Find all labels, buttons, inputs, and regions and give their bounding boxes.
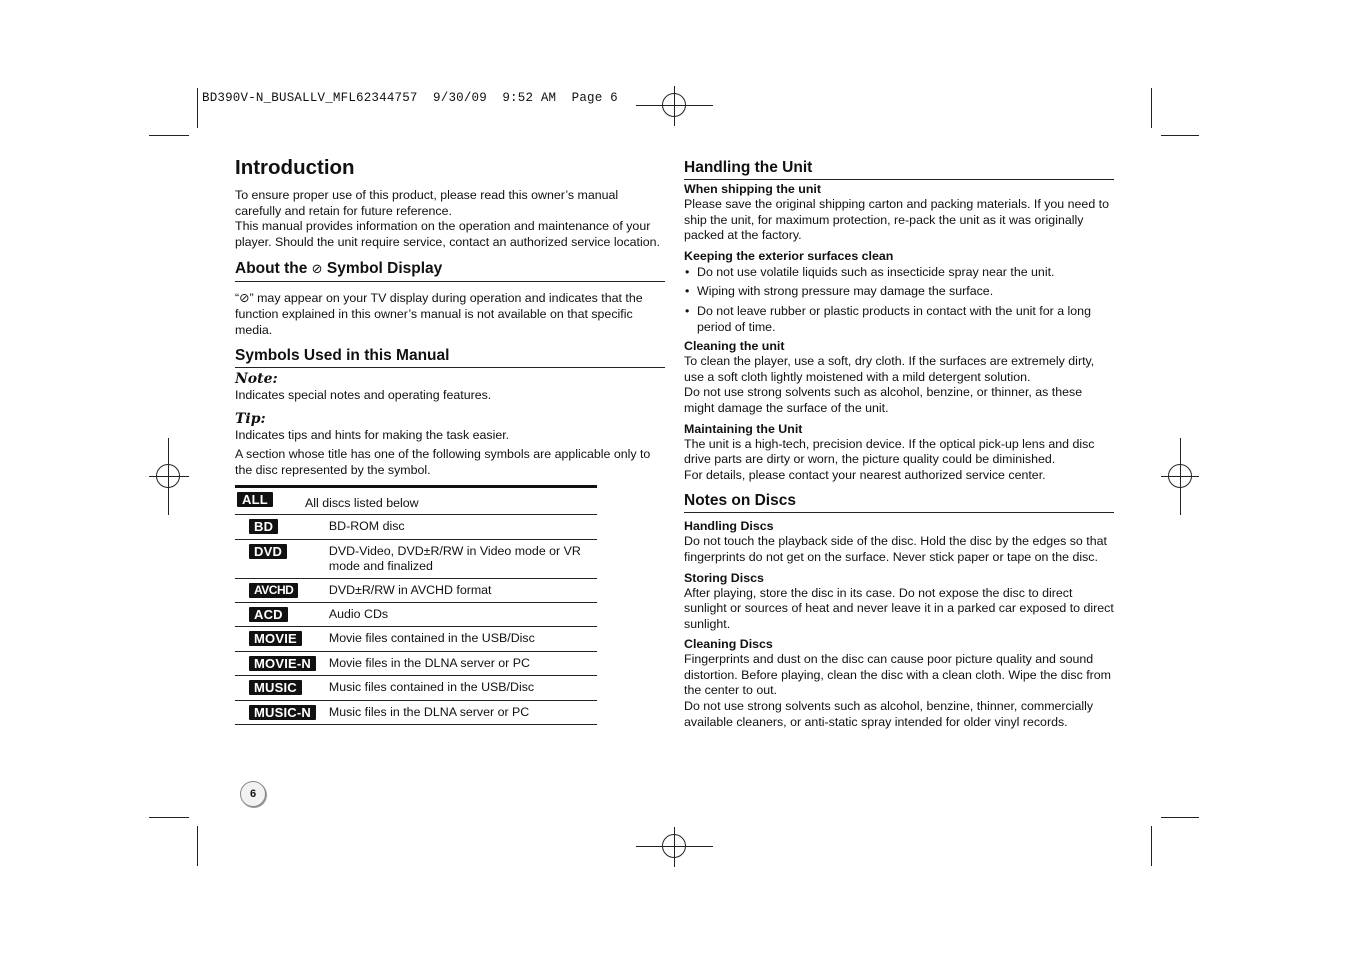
- left-column: [235, 156, 665, 725]
- maintaining-text-1: The unit is a high-tech, precision device. If the optical pick-up lens and disc drive parts are dirty or worn, the picture quality could be diminished.: [684, 436, 1095, 467]
- handling-discs-heading: Handling Discs: [684, 519, 774, 534]
- intro-paragraph-2: This manual provides information on the operation and maintenance of your player. Should the unit require service, contact an authorized service location.: [235, 219, 660, 249]
- disc-description: Music files contained in the USB/Disc: [329, 676, 597, 701]
- table-row: [235, 515, 597, 540]
- table-row: [235, 627, 597, 652]
- table-row: [235, 651, 597, 676]
- disc-description: Audio CDs: [329, 602, 597, 627]
- handling-unit-heading: Handling the Unit: [684, 158, 1114, 180]
- table-row: [235, 700, 597, 725]
- handling-discs-text: Do not touch the playback side of the disc. Hold the disc by the edges so that fingerprints do not get on the surface. Never stick paper or tape on the disc.: [684, 534, 1107, 564]
- shipping-text: Please save the original shipping carton and packing materials. If you need to ship the unit, for maximum protection, re-pack the unit as it was originally packed at the factory.: [684, 197, 1109, 243]
- disc-description: All discs listed below: [305, 486, 597, 515]
- symbols-heading: Symbols Used in this Manual: [235, 346, 665, 368]
- table-row: [235, 539, 597, 578]
- table-row: [235, 676, 597, 701]
- disc-badge-acd: ACD: [249, 607, 288, 622]
- note-text: Indicates special notes and operating features.: [235, 388, 492, 403]
- cleaning-discs-heading: Cleaning Discs: [684, 637, 773, 652]
- disc-badge-bd: BD: [249, 519, 278, 534]
- disc-description: Movie files contained in the USB/Disc: [329, 627, 597, 652]
- disc-badge-dvd: DVD: [249, 544, 287, 559]
- disc-symbols-table: [235, 485, 597, 726]
- table-row: [235, 602, 597, 627]
- maintaining-heading: Maintaining the Unit: [684, 421, 803, 436]
- shipping-heading: When shipping the unit: [684, 182, 821, 196]
- disc-description: Movie files in the DLNA server or PC: [329, 651, 597, 676]
- cleaning-unit-text-1: To clean the player, use a soft, dry cloth. If the surfaces are extremely dirty, use a soft cloth lightly moistened with a mild detergent solution.: [684, 354, 1095, 384]
- disc-description: Music files in the DLNA server or PC: [329, 700, 597, 725]
- cleaning-discs-text-1: Fingerprints and dust on the disc can cause poor picture quality and sound distortion. Before playing, clean the disc with a clean cloth. Wipe the disc from the center to out.: [684, 652, 1111, 698]
- storing-discs-text: After playing, store the disc in its case. Do not expose the disc to direct sunlight or sources of heat and never leave it in a parked car exposed to direct sunlight.: [684, 585, 1114, 631]
- print-slug: BD390V-N_BUSALLV_MFL62344757 9/30/09 9:52 AM Page 6: [202, 91, 618, 105]
- disc-description: DVD±R/RW in AVCHD format: [329, 578, 597, 602]
- list-item: • Do not use volatile liquids such as insecticide spray near the unit.: [684, 265, 1114, 281]
- section-symbol-text: A section whose title has one of the following symbols are applicable only to the disc represented by the symbol.: [235, 447, 651, 477]
- disc-badge-music: MUSIC: [249, 680, 302, 695]
- disc-description: DVD-Video, DVD±R/RW in Video mode or VR mode and finalized: [329, 539, 597, 578]
- disc-badge-movie: MOVIE: [249, 631, 302, 646]
- page-title: Introduction: [235, 156, 355, 179]
- list-item: • Wiping with strong pressure may damage the surface.: [684, 284, 1114, 300]
- tip-text: Indicates tips and hints for making the task easier.: [235, 427, 510, 442]
- page-number-badge: 6: [240, 781, 266, 807]
- disc-badge-avchd: AVCHD: [249, 583, 298, 598]
- cleaning-unit-heading: Cleaning the unit: [684, 339, 785, 354]
- prohibited-symbol-icon: ⊘: [311, 262, 323, 278]
- disc-badge-music-n: MUSIC-N: [249, 705, 316, 720]
- list-item: • Do not leave rubber or plastic products in contact with the unit for a long period of time.: [684, 304, 1114, 335]
- about-symbol-heading: About the ⊘ Symbol Display: [235, 259, 665, 282]
- intro-paragraph-1: To ensure proper use of this product, please read this owner’s manual carefully and retain for future reference.: [235, 188, 619, 218]
- cleaning-unit-text-2: Do not use strong solvents such as alcohol, benzine, or thinner, as these might damage the surface of the unit.: [684, 385, 1083, 415]
- tip-label: Tip:: [235, 410, 266, 427]
- prohibited-symbol-icon: ⊘: [239, 290, 250, 306]
- note-label: Note:: [235, 371, 278, 388]
- cleaning-discs-text-2: Do not use strong solvents such as alcohol, benzine, thinner, commercially available cleaners, or anti-static spray intended for older vinyl records.: [684, 699, 1094, 729]
- disc-badge-movie-n: MOVIE-N: [249, 656, 316, 671]
- exterior-list: [684, 265, 1114, 335]
- maintaining-text-2: For details, please contact your nearest authorized service center.: [684, 467, 1046, 482]
- exterior-heading: Keeping the exterior surfaces clean: [684, 248, 894, 263]
- storing-discs-heading: Storing Discs: [684, 570, 764, 585]
- about-symbol-text: “⊘” may appear on your TV display during operation and indicates that the function explained in this owner’s manual is not available on that specific media.: [235, 290, 643, 337]
- disc-description: BD-ROM disc: [329, 515, 597, 540]
- table-row: [235, 486, 597, 515]
- table-row: [235, 578, 597, 602]
- notes-on-discs-heading: Notes on Discs: [684, 491, 1114, 513]
- disc-badge-all: ALL: [237, 492, 273, 507]
- right-column: [684, 158, 1114, 730]
